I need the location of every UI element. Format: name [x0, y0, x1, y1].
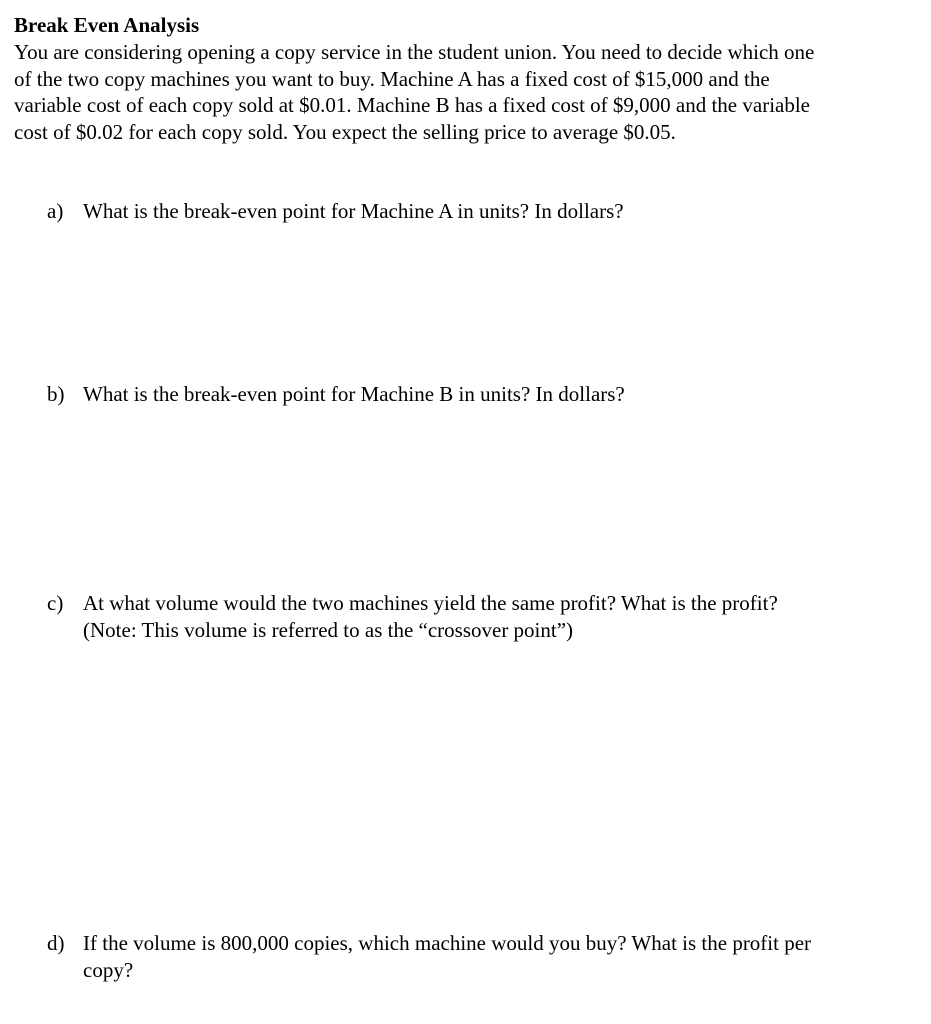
question-marker: b) [47, 382, 65, 406]
question-line: If the volume is 800,000 copies, which machine would you buy? What is the profit per [83, 931, 812, 955]
question-marker: a) [47, 199, 64, 223]
question-line: What is the break-even point for Machine A in units? In dollars? [83, 199, 624, 223]
question-line: copy? [83, 958, 134, 982]
question-text [83, 381, 903, 408]
problem-statement [14, 39, 914, 145]
question-line: (Note: This volume is referred to as the “crossover point”) [83, 618, 574, 642]
problem-statement-line: cost of $0.02 for each copy sold. You expect the selling price to average $0.05. [14, 119, 676, 144]
question-line: What is the break-even point for Machine B in units? In dollars? [83, 382, 625, 406]
question-line: At what volume would the two machines yield the same profit? What is the profit? [83, 591, 778, 615]
question-text [83, 198, 903, 225]
question-marker: d) [47, 931, 65, 955]
question-marker: c) [47, 591, 64, 615]
problem-statement-line: of the two copy machines you want to buy. Machine A has a fixed cost of $15,000 and the [14, 66, 770, 91]
document-title: Break Even Analysis [14, 13, 200, 37]
problem-statement-line: You are considering opening a copy service in the student union. You need to decide which one [14, 40, 815, 64]
problem-statement-line: variable cost of each copy sold at $0.01. Machine B has a fixed cost of $9,000 and the variable [14, 93, 811, 117]
question-text [83, 930, 903, 984]
question-text [83, 590, 903, 644]
